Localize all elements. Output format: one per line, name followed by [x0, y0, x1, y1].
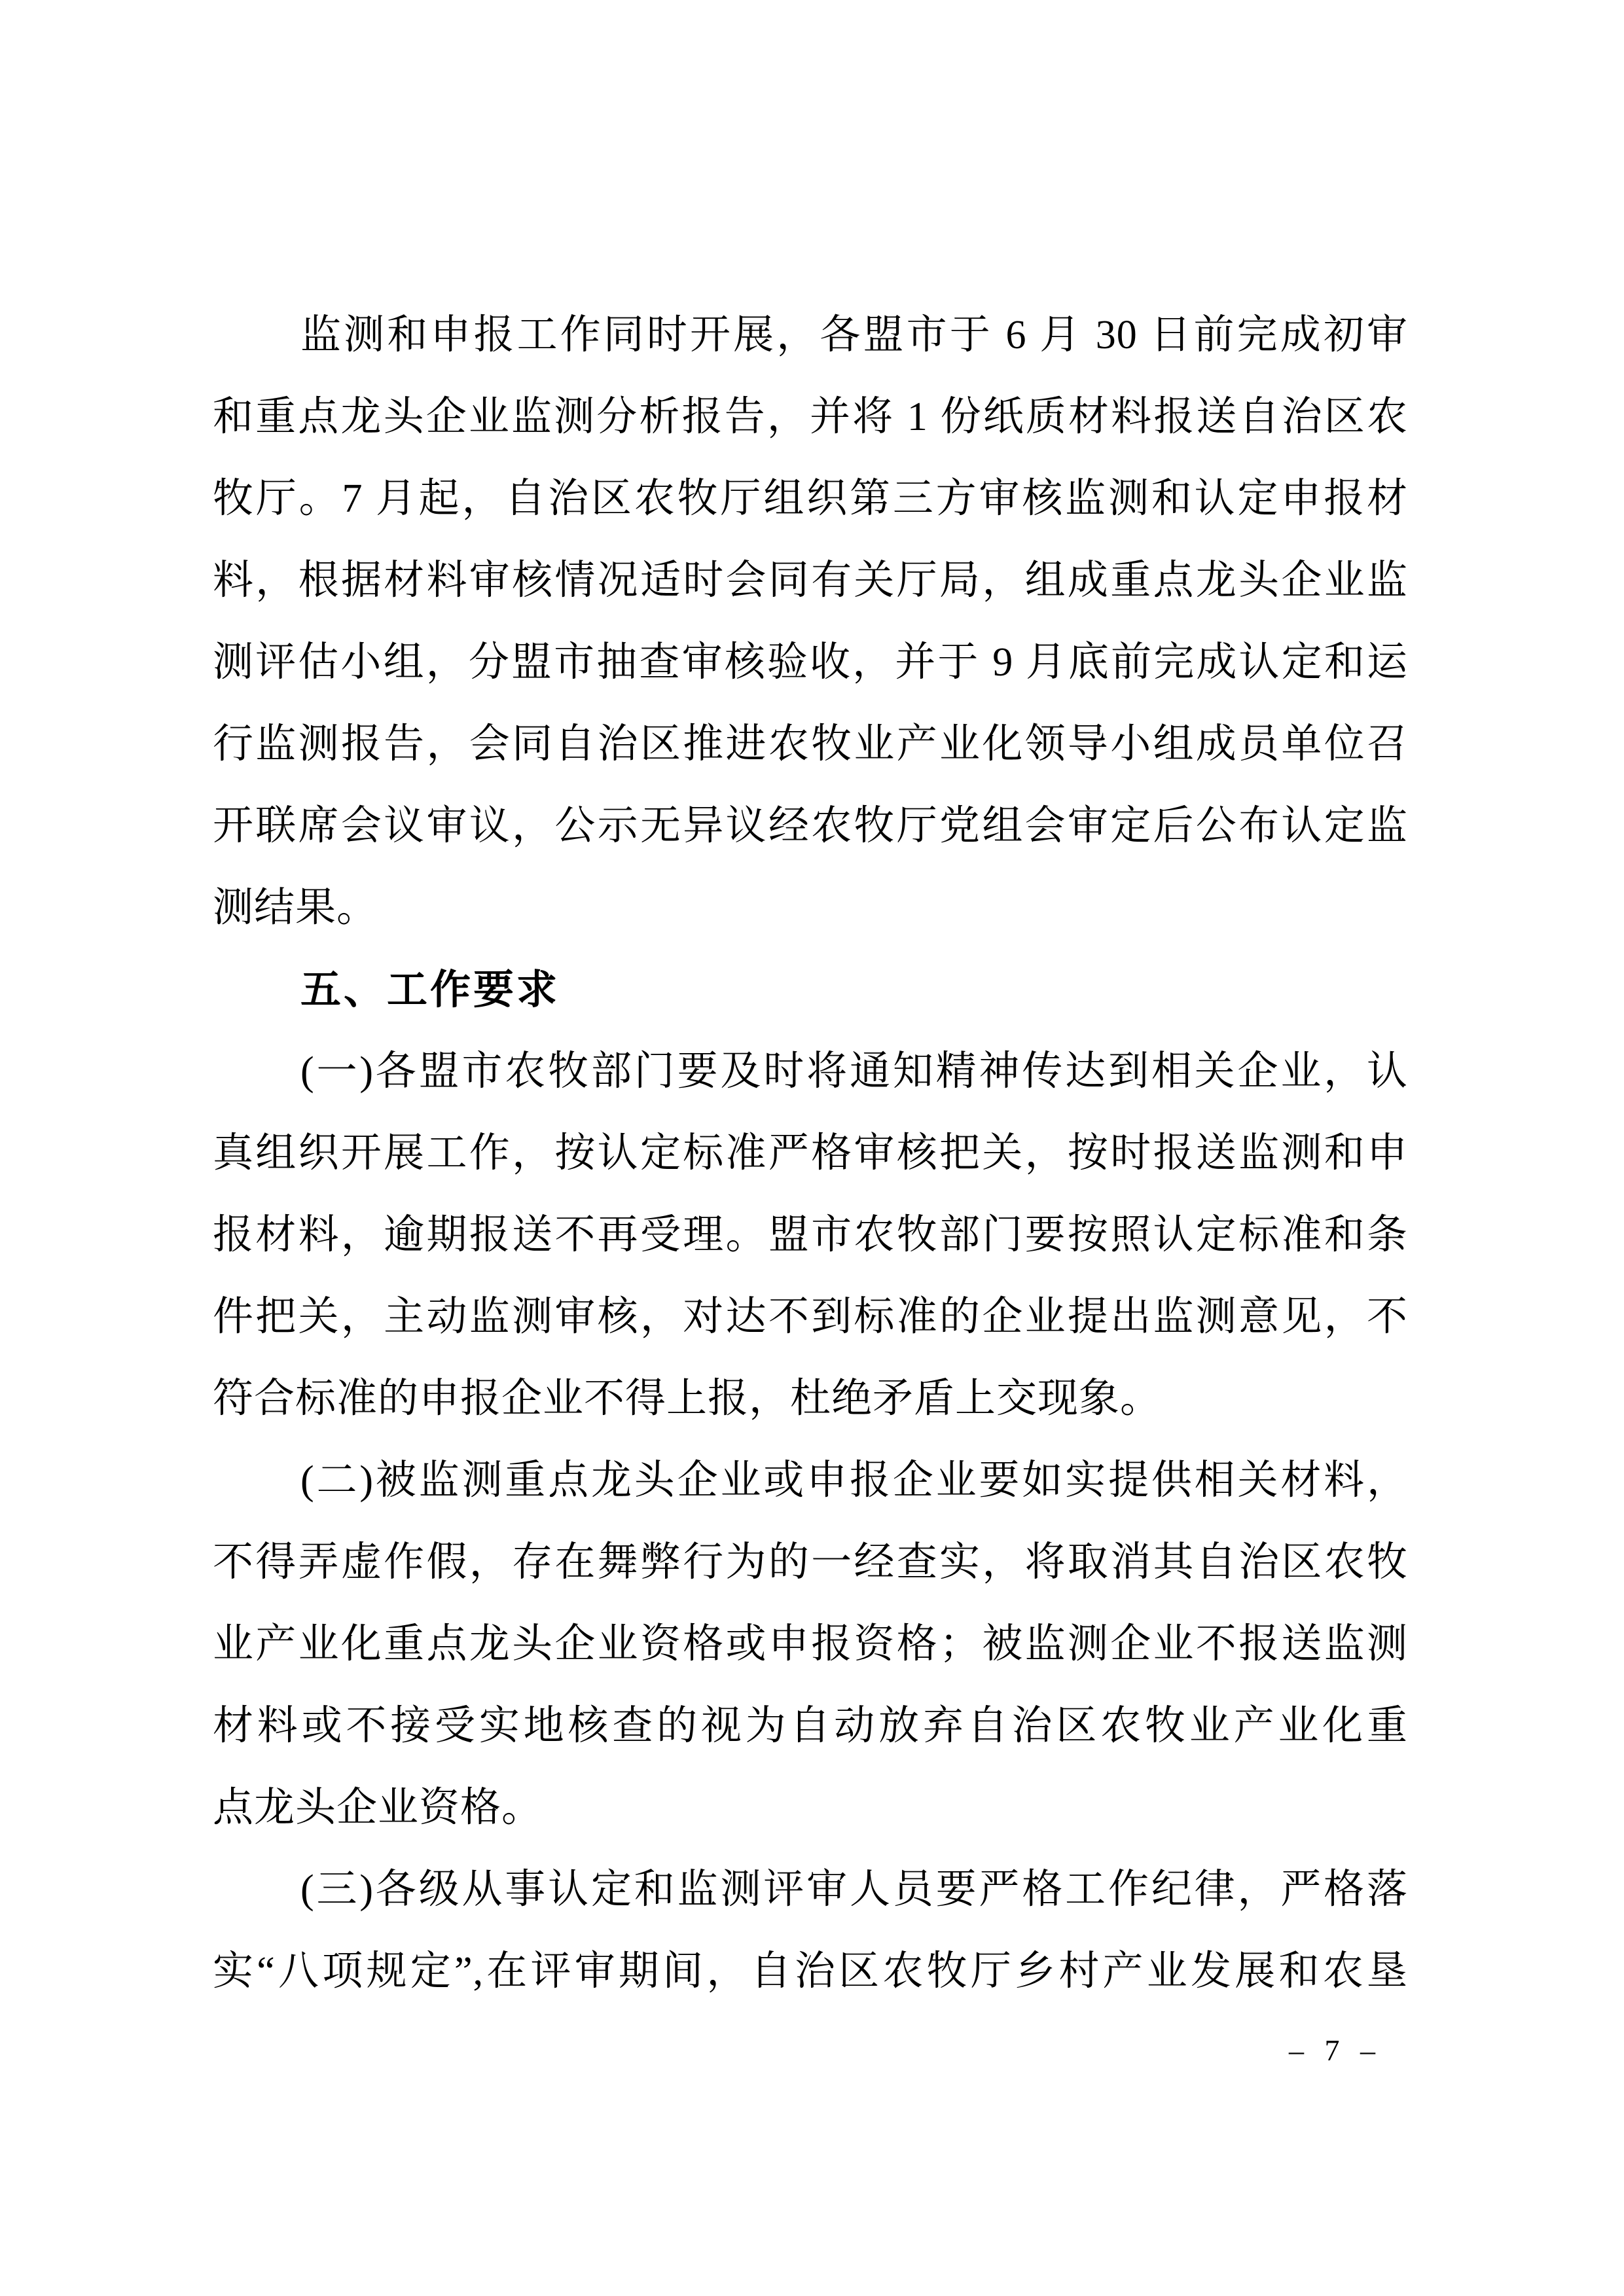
text-line: 材料或不接受实地核查的视为自动放弃自治区农牧业产业化重 — [213, 1704, 1408, 1748]
text-line: 报材料，逾期报送不再受理。盟市农牧部门要按照认定标准和条 — [213, 1213, 1408, 1257]
para-requirement-3 — [213, 1849, 1408, 2013]
text-line: 行监测报告，会同自治区推进农牧业产业化领导小组成员单位召 — [213, 722, 1408, 766]
text-line: (一)各盟市农牧部门要及时将通知精神传达到相关企业，认 — [300, 1049, 1408, 1094]
text-line: 开联席会议审议，公示无异议经农牧厅党组会审定后公布认定监 — [213, 804, 1408, 848]
text-line: (二)被监测重点龙头企业或申报企业要如实提供相关材料， — [300, 1458, 1408, 1503]
text-line: 件把关，主动监测审核，对达不到标准的企业提出监测意见，不 — [213, 1295, 1408, 1339]
text-line: 不得弄虚作假，存在舞弊行为的一经查实，将取消其自治区农牧 — [213, 1540, 1408, 1585]
text-line: 点龙头企业资格。 — [213, 1785, 543, 1830]
text-line: 料，根据材料审核情况适时会同有关厅局，组成重点龙头企业监 — [213, 558, 1408, 603]
text-line: 业产业化重点龙头企业资格或申报资格；被监测企业不报送监测 — [213, 1622, 1408, 1666]
text-line: 测结果。 — [213, 886, 378, 930]
text-line: 五、工作要求 — [300, 967, 560, 1013]
text-line: 和重点龙头企业监测分析报告，并将 1 份纸质材料报送自治区农 — [213, 395, 1408, 439]
text-line: 牧厅。7 月起，自治区农牧厅组织第三方审核监测和认定申报材 — [213, 476, 1408, 521]
text-line: 测评估小组，分盟市抽查审核验收，并于 9 月底前完成认定和运 — [213, 640, 1408, 685]
para-monitoring-and-application-schedule — [213, 295, 1408, 949]
text-line: 符合标准的申报企业不得上报，杜绝矛盾上交现象。 — [213, 1376, 1162, 1421]
document-body — [213, 295, 1408, 2013]
para-requirement-2 — [213, 1440, 1408, 1849]
para-requirement-1 — [213, 1031, 1408, 1440]
text-line: 真组织开展工作，按认定标准严格审核把关，按时报送监测和申 — [213, 1131, 1408, 1175]
heading-section-5-work-requirements — [213, 949, 1408, 1031]
text-line: 实“八项规定”,在评审期间，自治区农牧厅乡村产业发展和农垦 — [213, 1949, 1408, 1994]
text-line: 监测和申报工作同时开展，各盟市于 6 月 30 日前完成初审 — [300, 313, 1408, 357]
text-line: (三)各级从事认定和监测评审人员要严格工作纪律，严格落 — [300, 1867, 1408, 1912]
page-number: – 7 – — [1289, 2034, 1382, 2067]
